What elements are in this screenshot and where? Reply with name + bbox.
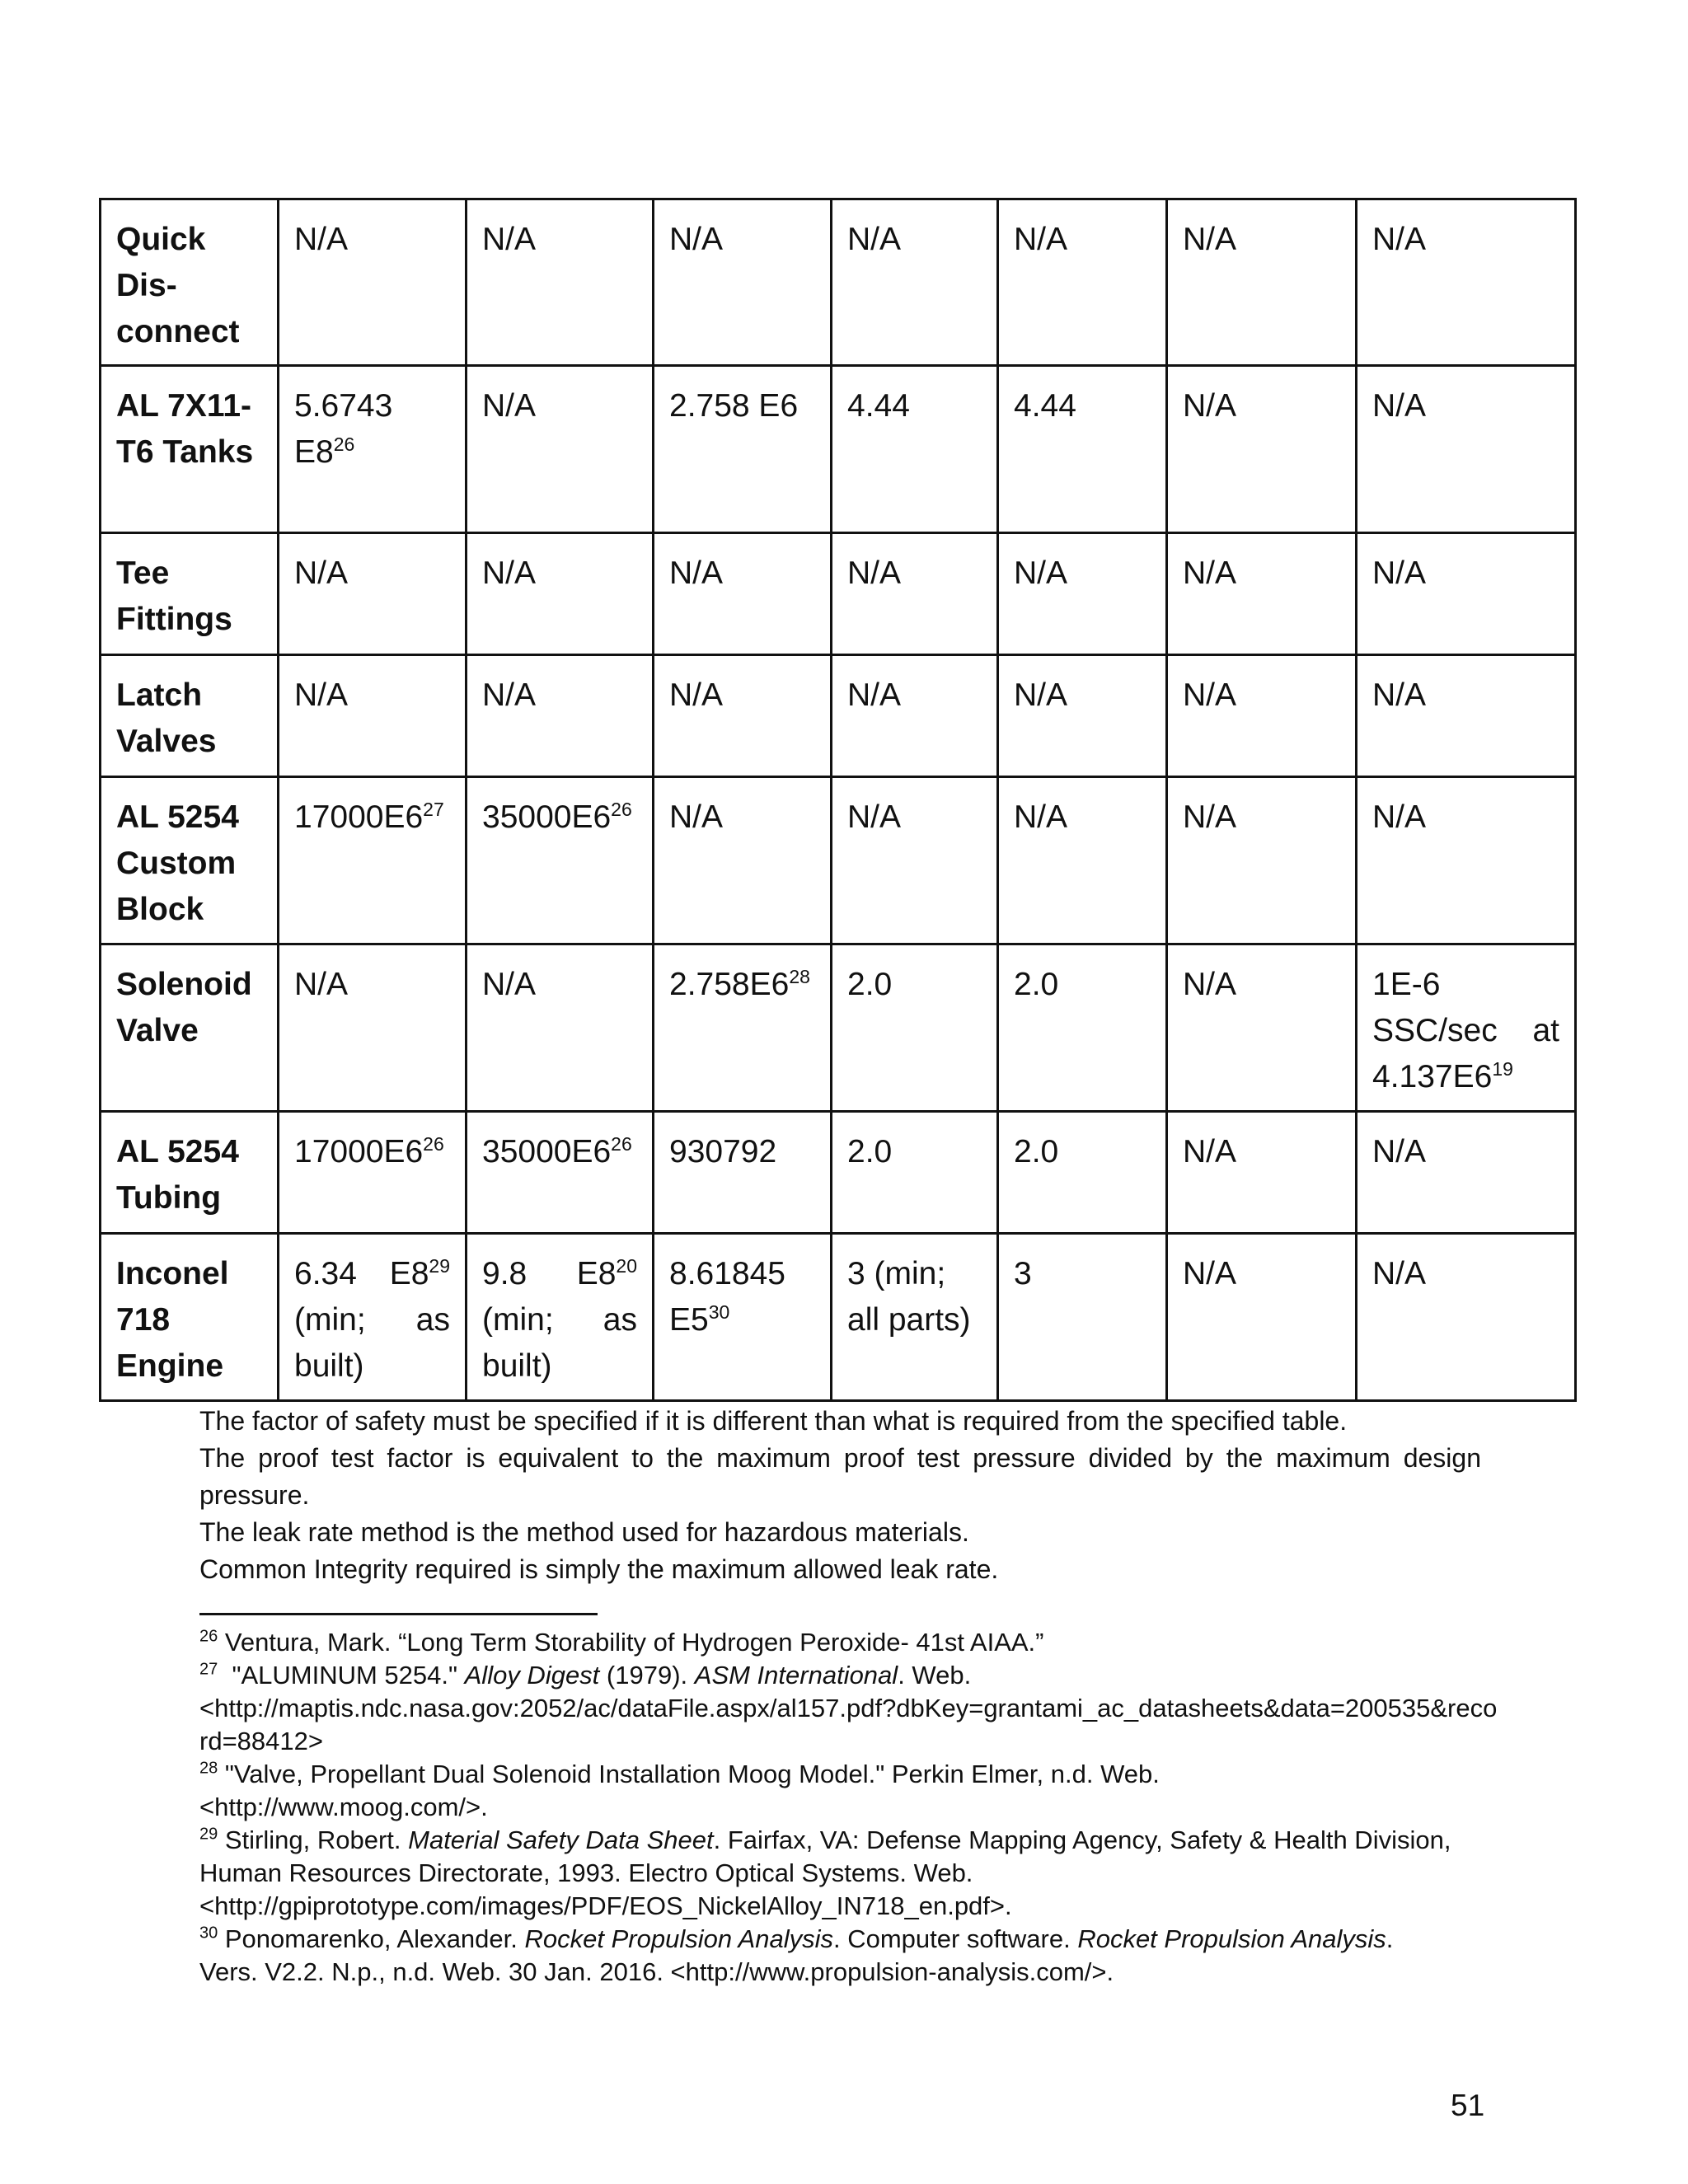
table-row — [101, 199, 1576, 366]
table-cell: N/A — [1357, 655, 1576, 777]
footnote-ref: 26 — [611, 799, 632, 820]
cell-value: 17000E6 — [294, 799, 424, 835]
footnote-text: . Fairfax, VA: Defense Mapping Agency, Safety & Health Division, Human Resources Directorate, 1993. Electro Optical Systems. Web. — [199, 1825, 1451, 1887]
table-row — [101, 533, 1576, 655]
footnote-number: 29 — [199, 1825, 218, 1844]
footnote-number: 28 — [199, 1759, 218, 1778]
footnote-number: 27 — [199, 1660, 218, 1679]
table-body — [101, 199, 1576, 1401]
footnotes — [199, 1626, 1502, 1989]
table-cell: N/A — [1357, 366, 1576, 533]
note-common-integrity: Common Integrity required is simply the maximum allowed leak rate. — [199, 1554, 999, 1584]
row-label: Latch Valves — [101, 655, 279, 777]
table-cell: N/A — [832, 533, 998, 655]
table-row — [101, 1234, 1576, 1401]
footnote-title: Material Safety Data Sheet — [408, 1825, 714, 1854]
table-cell: 2.0 — [832, 1112, 998, 1234]
footnote-publisher: ASM International — [694, 1661, 898, 1690]
footnote-text: "Valve, Propellant Dual Solenoid Installation Moog Model." Perkin Elmer, n.d. Web. — [218, 1760, 1160, 1788]
footnote-ref: 27 — [423, 799, 444, 820]
table-cell: N/A — [467, 199, 654, 366]
row-label: Tee Fittings — [101, 533, 279, 655]
table-cell: N/A — [1167, 366, 1357, 533]
footnote-text: Stirling, Robert. — [218, 1825, 409, 1854]
table-cell: N/A — [1167, 944, 1357, 1112]
table-cell: N/A — [1357, 1112, 1576, 1234]
table-cell — [279, 1112, 467, 1234]
footnote-ref: 29 — [429, 1255, 450, 1277]
footnote-29 — [199, 1824, 1502, 1890]
note-proof-test-factor: The proof test factor is equivalent to the maximum proof test pressure divided by the maximum design pressure. — [199, 1443, 1481, 1510]
table-cell — [654, 1234, 832, 1401]
row-label: AL 5254 Tubing — [101, 1112, 279, 1234]
footnote-ref: 28 — [789, 966, 810, 987]
footnote-27-url: <http://maptis.ndc.nasa.gov:2052/ac/dataFile.aspx/al157.pdf?dbKey=grantami_ac_datasheets&data=200535&record=88412> — [199, 1694, 1498, 1755]
table-cell: N/A — [1167, 199, 1357, 366]
footnote-text: "ALUMINUM 5254." — [218, 1661, 465, 1690]
table-cell: N/A — [998, 655, 1167, 777]
cell-value: 6.34 E8 — [294, 1256, 429, 1291]
table-cell — [467, 1112, 654, 1234]
footnote-text: . Computer software. — [832, 1924, 1078, 1953]
table-cell: 2.758 E6 — [654, 366, 832, 533]
table-cell: 3 — [998, 1234, 1167, 1401]
table-cell: N/A — [467, 533, 654, 655]
footnote-ref: 26 — [611, 1133, 632, 1155]
table-cell: 3 (min; all parts) — [832, 1234, 998, 1401]
footnote-title: Rocket Propulsion Analysis — [524, 1924, 833, 1953]
table-cell: N/A — [1167, 1234, 1357, 1401]
footnote-text: Ponomarenko, Alexander. — [218, 1924, 525, 1953]
footnote-ref: 26 — [423, 1133, 444, 1155]
table-cell: 4.44 — [832, 366, 998, 533]
table-cell: N/A — [1357, 1234, 1576, 1401]
table-cell: 2.0 — [998, 944, 1167, 1112]
footnote-number: 30 — [199, 1924, 218, 1943]
footnote-29-url: <http://gpiprototype.com/images/PDF/EOS_NickelAlloy_IN718_en.pdf>. — [199, 1891, 1012, 1920]
table-cell: N/A — [1167, 533, 1357, 655]
footnote-ref: 26 — [333, 434, 355, 455]
footnote-text: Ventura, Mark. “Long Term Storability of Hydrogen Peroxide- 41st AIAA.” — [218, 1628, 1044, 1657]
material-properties-table — [99, 198, 1577, 1402]
table-cell: N/A — [1357, 777, 1576, 944]
footnote-ref: 30 — [708, 1301, 730, 1323]
footnote-text: (1979). — [599, 1661, 695, 1690]
cell-note: (min; as built) — [294, 1302, 450, 1384]
table-row — [101, 777, 1576, 944]
table-cell: N/A — [279, 655, 467, 777]
table-row — [101, 1112, 1576, 1234]
table-cell: N/A — [467, 366, 654, 533]
row-label: Solenoid Valve — [101, 944, 279, 1112]
table-cell: N/A — [998, 199, 1167, 366]
cell-value: 35000E6 — [482, 799, 612, 835]
footnote-text: . Web. — [898, 1661, 972, 1690]
footnote-title: Rocket Propulsion Analysis — [1077, 1924, 1386, 1953]
row-label: AL 7X11-T6 Tanks — [101, 366, 279, 533]
table-cell: N/A — [467, 655, 654, 777]
table-cell: N/A — [1357, 533, 1576, 655]
footnote-26 — [199, 1626, 1502, 1659]
page-number: 51 — [1451, 2088, 1485, 2122]
footnote-30 — [199, 1923, 1502, 1956]
footnote-separator — [199, 1613, 598, 1615]
table-cell: N/A — [832, 655, 998, 777]
footnote-27 — [199, 1659, 1502, 1692]
table-row — [101, 944, 1576, 1112]
table-notes — [199, 1403, 1481, 1588]
table-cell: N/A — [998, 533, 1167, 655]
table-cell: N/A — [832, 777, 998, 944]
row-label: Inconel 718 Engine — [101, 1234, 279, 1401]
cell-value: 9.8 E8 — [482, 1256, 617, 1291]
table-cell: N/A — [1357, 199, 1576, 366]
row-label: AL 5254 Custom Block — [101, 777, 279, 944]
table-cell — [1357, 944, 1576, 1112]
cell-value: 17000E6 — [294, 1134, 424, 1169]
table-cell: N/A — [279, 199, 467, 366]
table-cell: N/A — [654, 655, 832, 777]
note-factor-of-safety: The factor of safety must be specified if it is different than what is required from the specified table. — [199, 1406, 1348, 1436]
cell-value: 2.758E6 — [669, 967, 790, 1002]
table-cell: N/A — [467, 944, 654, 1112]
table-cell: N/A — [654, 533, 832, 655]
footnote-number: 26 — [199, 1627, 218, 1646]
table-cell: N/A — [1167, 777, 1357, 944]
table-cell: N/A — [1167, 1112, 1357, 1234]
table-cell: N/A — [279, 533, 467, 655]
cell-value: 35000E6 — [482, 1134, 612, 1169]
footnote-30-cont: Vers. V2.2. N.p., n.d. Web. 30 Jan. 2016. <http://www.propulsion-analysis.com/>. — [199, 1957, 1114, 1986]
table-cell: 4.44 — [998, 366, 1167, 533]
table-cell: N/A — [279, 944, 467, 1112]
table-cell — [279, 366, 467, 533]
note-leak-rate-method: The leak rate method is the method used for hazardous materials. — [199, 1517, 969, 1547]
footnote-ref: 19 — [1492, 1058, 1513, 1080]
table-cell: N/A — [832, 199, 998, 366]
table-cell: 2.0 — [832, 944, 998, 1112]
table-cell — [467, 1234, 654, 1401]
table-cell — [467, 777, 654, 944]
table-cell — [279, 777, 467, 944]
table-cell: N/A — [654, 199, 832, 366]
cell-value: 1E-6 SSC/sec at 4.137E6 — [1372, 967, 1559, 1094]
footnote-ref: 20 — [616, 1255, 637, 1277]
table-cell: N/A — [1167, 655, 1357, 777]
table-cell: N/A — [998, 777, 1167, 944]
table-row — [101, 366, 1576, 533]
footnote-28 — [199, 1758, 1502, 1791]
cell-value: 5.6743 E8 — [294, 388, 393, 470]
table-cell — [279, 1234, 467, 1401]
footnote-28-url: <http://www.moog.com/>. — [199, 1793, 488, 1821]
footnote-text: . — [1386, 1924, 1394, 1953]
footnote-title: Alloy Digest — [464, 1661, 600, 1690]
cell-note: (min; as built) — [482, 1302, 637, 1384]
cell-value: 8.61845 E5 — [669, 1256, 785, 1338]
row-label: Quick Dis-connect — [101, 199, 279, 366]
table-cell — [654, 944, 832, 1112]
table-cell: 2.0 — [998, 1112, 1167, 1234]
table-cell: 930792 — [654, 1112, 832, 1234]
table-cell: N/A — [654, 777, 832, 944]
table-row — [101, 655, 1576, 777]
